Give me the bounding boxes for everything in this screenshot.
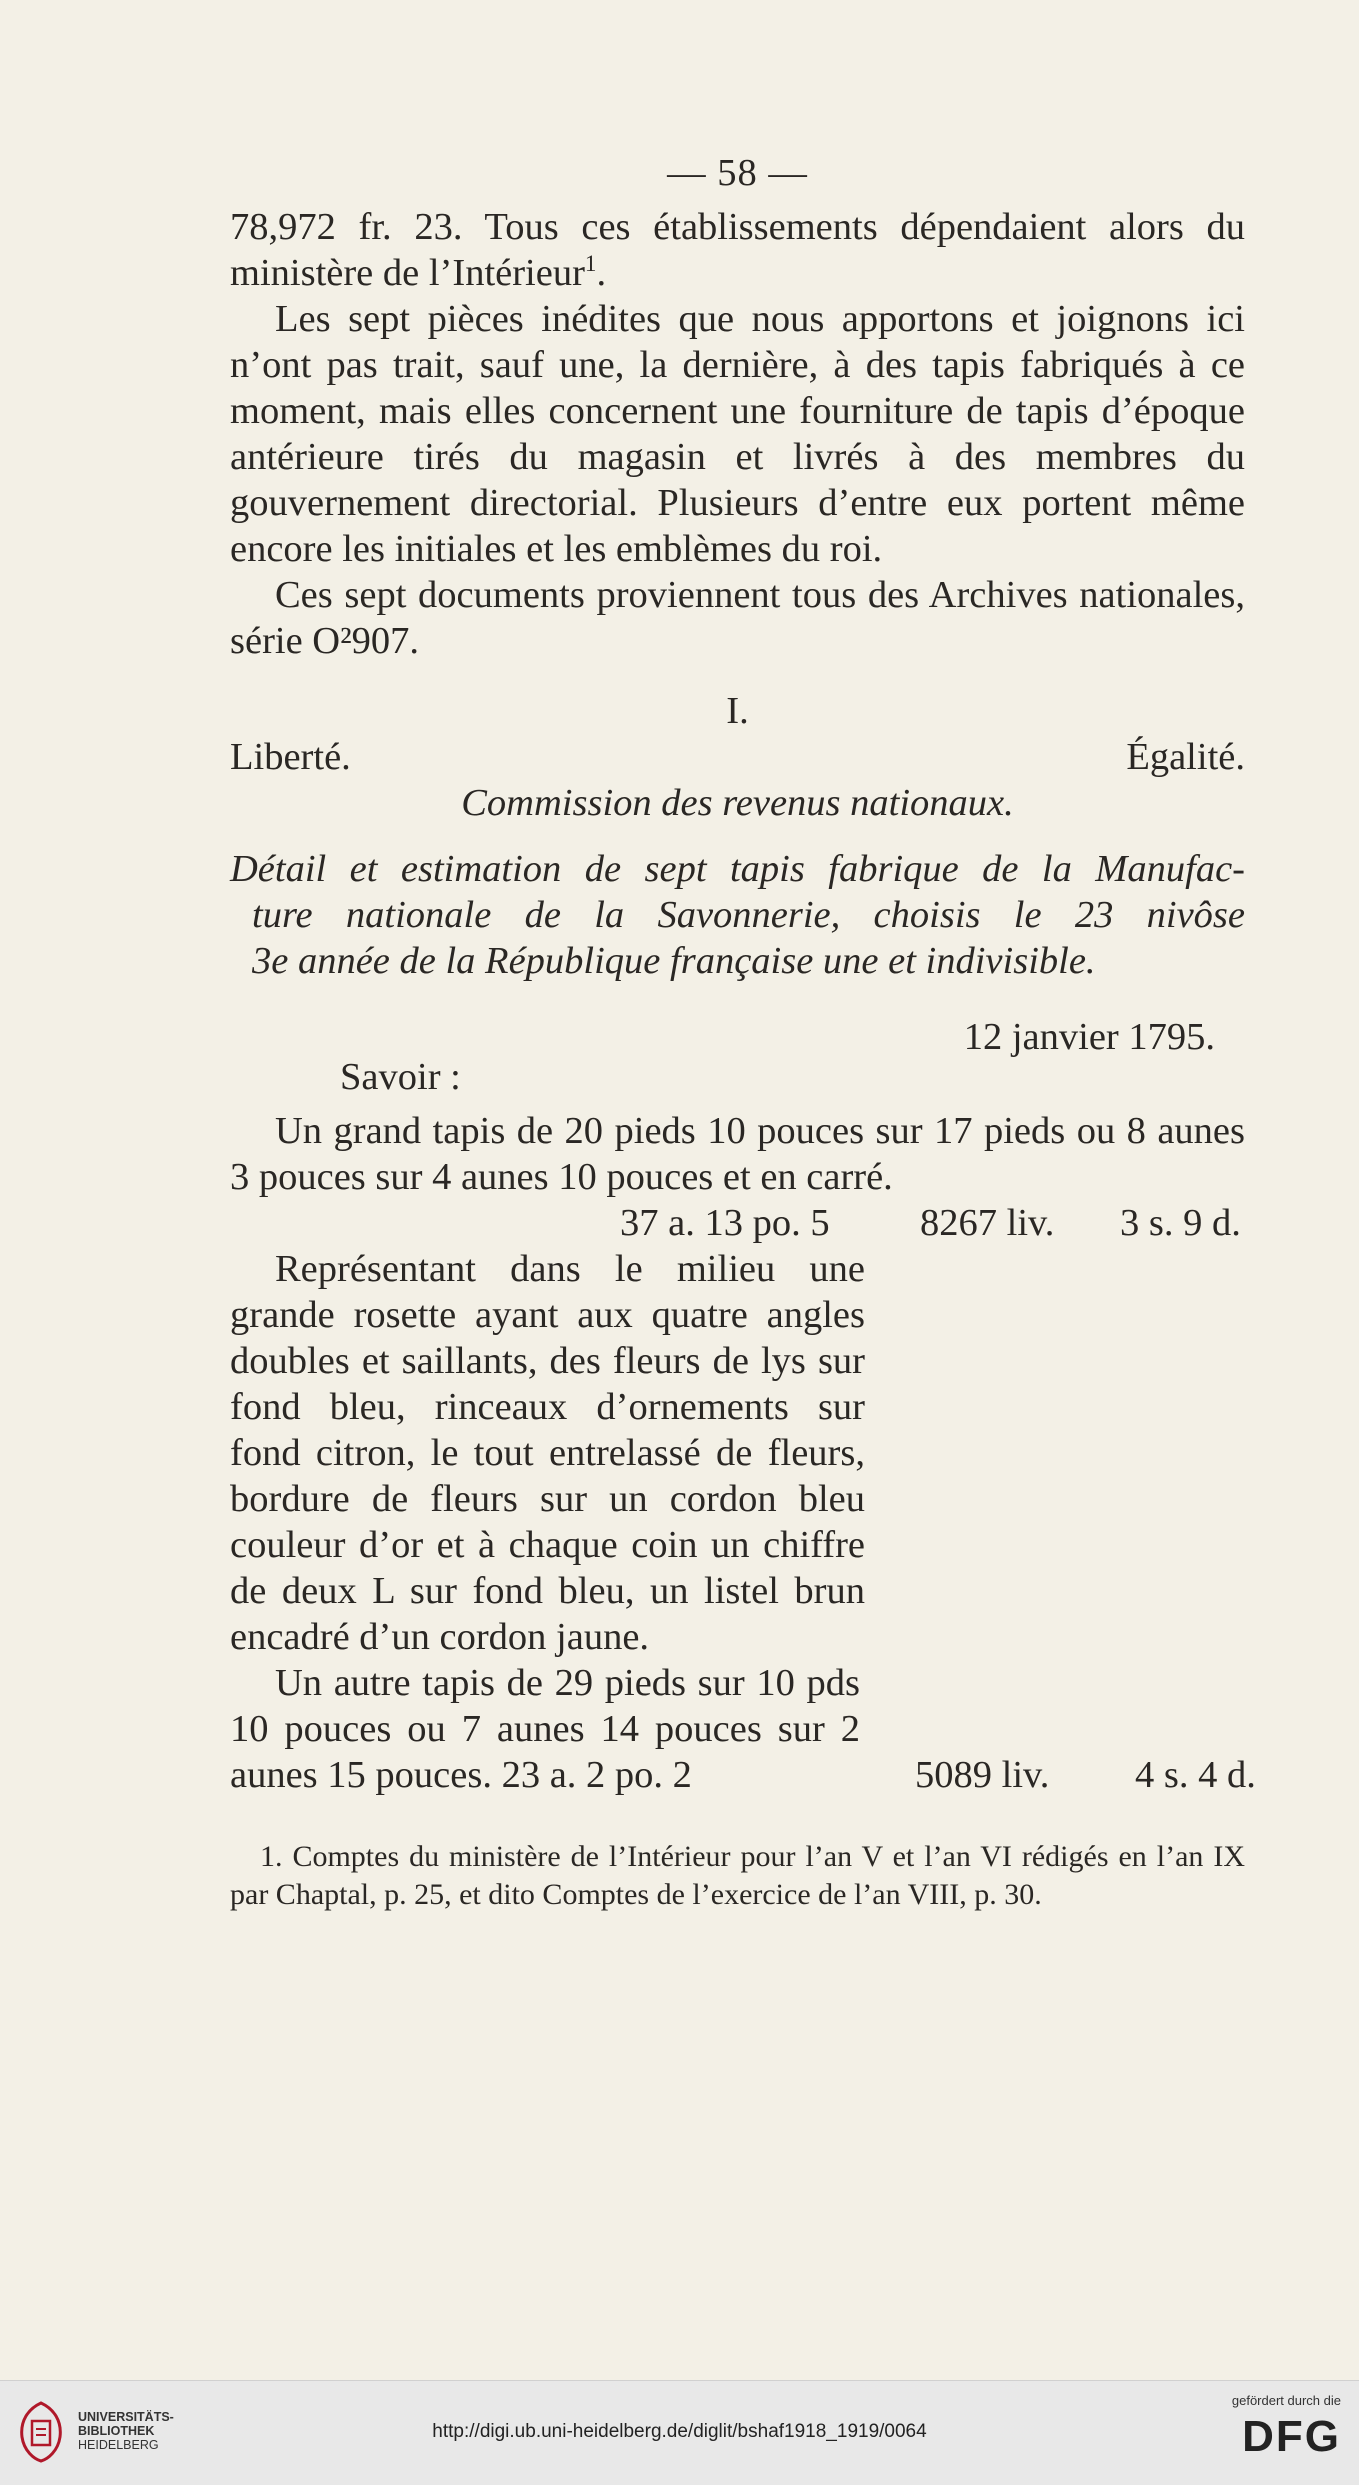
sponsor-caption: gefördert durch die bbox=[1231, 2393, 1341, 2408]
date-row bbox=[230, 1014, 1245, 1102]
footnote bbox=[230, 1838, 1245, 1914]
detail-heading: Détail et estimation de sept tapis fabrique de la Manufac- ture nationale de la Savonnerie, choisis le 23 nivôse 3e année de la République française une et indivisible. bbox=[230, 848, 1245, 982]
item-2-amount bbox=[230, 1752, 1256, 1798]
item-1-amount bbox=[230, 1200, 1245, 1246]
item-1: Un grand tapis de 20 pieds 10 pouces sur 17 pieds ou 8 aunes 3 pouces sur 4 aunes 10 pouces et en carré. bbox=[230, 1110, 1245, 1198]
section-number: I. bbox=[726, 690, 749, 732]
document-header bbox=[230, 688, 1245, 780]
commission-title: Commission des revenus nationaux. bbox=[461, 782, 1014, 824]
item-2: Un autre tapis de 29 pieds sur 10 pds 10 pouces ou 7 aunes 14 pouces sur 2 aunes 15 pouces. 23 a. 2 po. 2 bbox=[230, 1662, 860, 1796]
page-number: — 58 — bbox=[667, 152, 808, 194]
dfg-wordmark: DFG bbox=[1242, 2412, 1341, 2461]
document-date: 12 janvier 1795. bbox=[963, 1016, 1215, 1058]
permalink-url[interactable]: http://digi.ub.uni-heidelberg.de/diglit/bshaf1918_1919/0064 bbox=[432, 2421, 927, 2442]
item-1-price: 8267 liv. bbox=[920, 1202, 1055, 1244]
paragraph-3: Ces sept documents proviennent tous des Archives nationales, série O²907. bbox=[230, 574, 1245, 662]
dfg-logo[interactable] bbox=[1232, 2393, 1341, 2462]
paragraph-2: Les sept pièces inédites que nous apportons et joignons ici n’ont pas trait, sauf une, la dernière, à des tapis fabriqués à ce moment, mais elles concernent une fourniture de tapis d’époque antérieure tirés du magasin et livrés à des membres du gouvernement directorial. Plusieurs d’entre eux portent même encore les initiales et les emblèmes du roi. bbox=[230, 298, 1245, 570]
item-2-sous: 4 s. 4 d. bbox=[1135, 1754, 1256, 1796]
item-1-description: Représentant dans le milieu une grande rosette ayant aux quatre angles doubles et saillants, des fleurs de lys sur fond bleu, rinceaux d’ornements sur fond citron, le tout entrelassé de fleurs, bordure de fleurs sur un cordon bleu couleur d’or et à chaque coin un chiffre de deux L sur fond bleu, un listel brun encadré d’un cordon jaune. bbox=[230, 1248, 865, 1658]
footer-bar bbox=[0, 2380, 1359, 2485]
paragraph-1: 78,972 fr. 23. Tous ces établissements dépendaient alors du ministère de l’Intérieur$^1$. bbox=[230, 206, 1245, 294]
motto-liberte: Liberté. bbox=[230, 736, 351, 778]
footnote-1: 1. Comptes du ministère de l’Intérieur pour l’an V et l’an VI rédigés en l’an IX par Chaptal, p. 25, et dito Comptes de l’exercice de l’an VIII, p. 30. bbox=[230, 1840, 1245, 1911]
item-1-sous: 3 s. 9 d. bbox=[1120, 1202, 1241, 1244]
item-2-price: 5089 liv. bbox=[915, 1754, 1050, 1796]
item-1-measure: 37 a. 13 po. 5 bbox=[620, 1202, 830, 1244]
motto-egalite: Égalité. bbox=[1126, 736, 1245, 778]
library-name: UNIVERSITÄTS- BIBLIOTHEK HEIDELBERG bbox=[78, 2410, 174, 2452]
savoir-label: Savoir : bbox=[340, 1056, 461, 1098]
page-text bbox=[230, 150, 1256, 1914]
footnote-marker[interactable]: 1 bbox=[584, 250, 597, 277]
